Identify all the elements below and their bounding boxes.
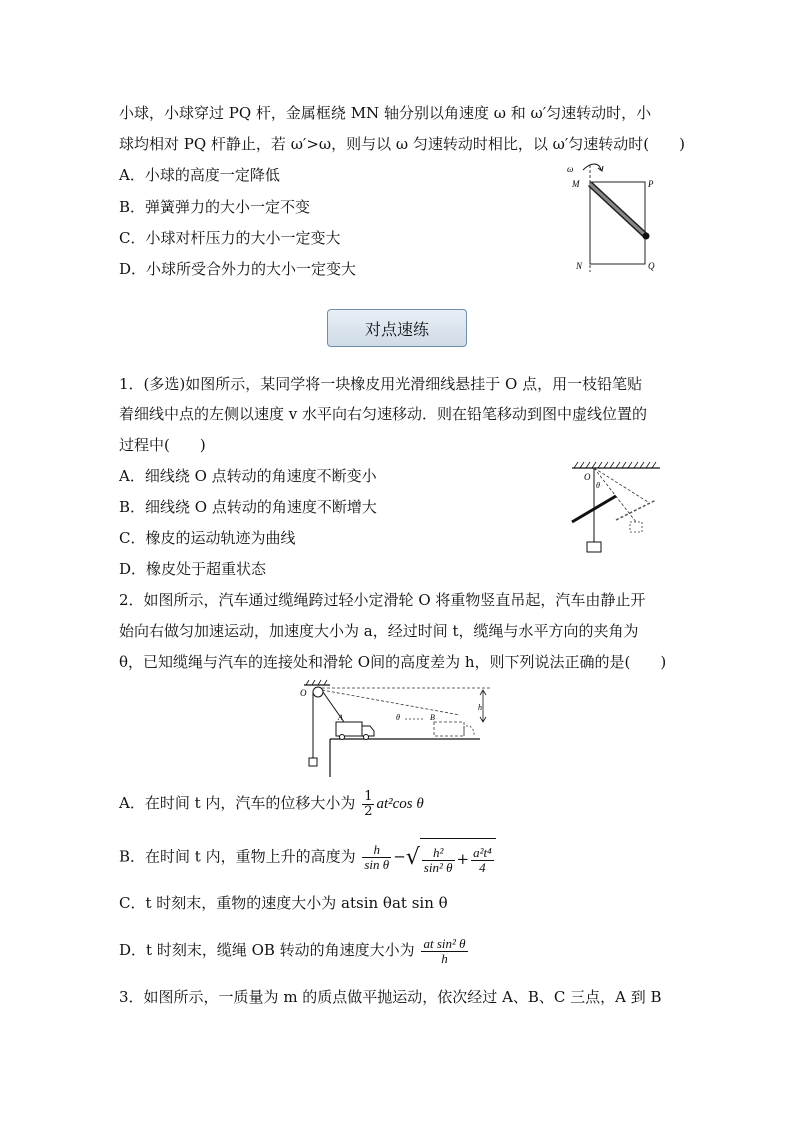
fig1-label-q: Q (648, 261, 655, 271)
fig2-label-theta: θ (596, 481, 600, 490)
q2-option-b-plus: + (456, 850, 470, 868)
q2-option-d (119, 932, 470, 968)
fig2-label-o: O (584, 472, 591, 482)
q2-option-b-root-num-2: a²t⁴ (473, 844, 492, 860)
q2-option-a-fraction (362, 790, 374, 819)
q2-option-b-root-frac-1 (422, 846, 455, 875)
q2-option-b-radicand (420, 838, 496, 877)
q2-option-b-frac-num: h (362, 843, 391, 858)
q2-option-a-frac-num: 1 (364, 788, 373, 804)
q1-option-b: B．细线绕 O 点转动的角速度不断增大 (119, 498, 377, 516)
fig1-label-n: N (576, 261, 583, 271)
rotating-frame-figure (565, 160, 665, 275)
q2-option-b (119, 838, 496, 877)
q2-option-b-frac-den: sin θ (364, 857, 390, 872)
q2-option-a-text: A．在时间 t 内，汽车的位移大小为 (119, 794, 356, 812)
q1-option-d: D．橡皮处于超重状态 (119, 560, 267, 578)
fig1-label-p: P (648, 179, 654, 189)
car-pulley-figure (300, 682, 500, 777)
q1-line-1: 1．(多选)如图所示，某同学将一块橡皮用光滑细线悬挂于 O 点，用一枝铅笔贴 (119, 375, 643, 393)
intro-option-c: C．小球对杆压力的大小一定变大 (119, 229, 341, 247)
q2-option-b-root-frac-2 (471, 846, 494, 875)
intro-option-a: A．小球的高度一定降低 (119, 166, 280, 184)
intro-line-1: 小球，小球穿过 PQ 杆，金属框绕 MN 轴分别以角速度 ω 和 ω′匀速转动时，小 (119, 104, 652, 122)
q2-option-b-root-den-2: 4 (479, 859, 486, 875)
fig3-label-b: B (430, 713, 435, 722)
q1-option-c: C．橡皮的运动轨迹为曲线 (119, 529, 296, 547)
q2-option-b-sqrt: √ (405, 844, 420, 870)
q3-line-1: 3．如图所示，一质量为 m 的质点做平抛运动，依次经过 A、B、C 三点，A 到 B (119, 988, 662, 1006)
q2-option-b-root-num-1: h² (422, 846, 455, 861)
q2-option-c: C．t 时刻末，重物的速度大小为 atsin θat sin θ (119, 894, 448, 912)
q2-line-1: 2．如图所示，汽车通过缆绳跨过轻小定滑轮 O 将重物竖直吊起，汽车由静止开 (119, 591, 646, 609)
q1-line-3: 过程中( ) (119, 436, 206, 454)
q2-option-d-frac-num: at sin² θ (423, 935, 466, 951)
q2-line-2: 始向右做匀加速运动，加速度大小为 a，经过时间 t，缆绳与水平方向的夹角为 (119, 622, 639, 640)
q2-option-d-text: D．t 时刻末，缆绳 OB 转动的角速度大小为 (119, 941, 415, 959)
q2-option-a-frac-den: 2 (364, 803, 373, 819)
fig1-label-m: M (572, 179, 580, 189)
fig3-label-h: h (478, 703, 482, 712)
q2-option-d-frac-den: h (441, 950, 448, 966)
intro-option-d: D．小球所受合外力的大小一定变大 (119, 260, 357, 278)
q2-option-b-root-den-1: sin² θ (423, 859, 453, 875)
intro-line-2: 球均相对 PQ 杆静止，若 ω′>ω，则与以 ω 匀速转动时相比，以 ω′匀速转动时( ) (119, 135, 686, 153)
fig3-label-o: O (300, 688, 307, 698)
fig1-omega-label: ω (567, 164, 574, 174)
fig3-label-theta: θ (396, 713, 400, 722)
q1-option-a: A．细线绕 O 点转动的角速度不断变小 (119, 467, 377, 485)
q2-option-b-fraction (362, 843, 391, 872)
q2-option-a (119, 788, 424, 819)
section-title: 对点速练 (327, 309, 467, 347)
q2-option-b-minus: − (393, 847, 406, 866)
q1-line-2: 着细线中点的左侧以速度 v 水平向右匀速移动．则在铅笔移动到图中虚线位置的 (119, 405, 648, 423)
fig3-label-a: A (338, 713, 343, 722)
q2-option-d-fraction (421, 937, 467, 966)
q2-option-b-text: B．在时间 t 内，重物上升的高度为 (119, 847, 356, 866)
q2-line-3: θ，已知缆绳与汽车的连接处和滑轮 O间的高度差为 h，则下列说法正确的是( ) (119, 653, 667, 671)
pencil-eraser-figure (568, 462, 668, 557)
q2-option-a-tail: at²cos θ (376, 796, 424, 812)
intro-option-b: B．弹簧弹力的大小一定不变 (119, 198, 311, 216)
